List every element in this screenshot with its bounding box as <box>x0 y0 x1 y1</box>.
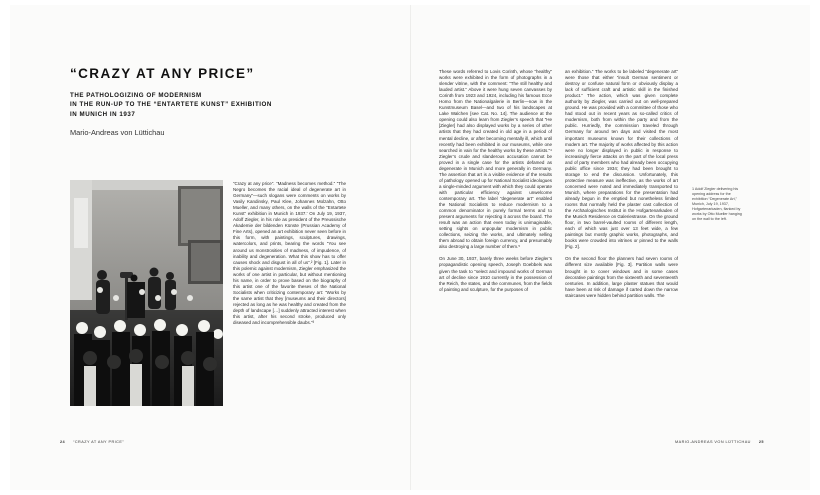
crowd-at-lectern-photo <box>70 180 223 406</box>
chapter-title: “CRAZY AT ANY PRICE” <box>70 66 255 81</box>
running-head-right: MARIO-ANDREAS VON LÜTTICHAU <box>675 440 751 444</box>
footer-right <box>675 440 772 444</box>
page-number-right: 25 <box>758 440 764 444</box>
figure-caption: 1 Adolf Ziegler delivering his opening address for the exhibition “Degenerate Art,” Munich, July 19, 1937, Hofgartenarkaden, flanked by works by Otto Mueller hanging on the wall to the left. <box>692 187 742 221</box>
page-number-left: 24 <box>60 440 66 444</box>
subtitle-line: THE PATHOLOGIZING OF MODERNISM <box>70 92 202 99</box>
subtitle-line: IN THE RUN-UP TO THE “ENTARTETE KUNST” EXHIBITION <box>70 101 272 109</box>
paragraph: “Crazy at any price”. “Madness becomes method.” “The Negro becomes the racial ideal of degenerate art in Germany”—such slogans were comments on works by Vasily Kandinsky, Paul Klee, Johannes Molzahn, Otto Mueller, and many others, on the walls of the “Entartete Kunst” exhibition in Munich in 1937.' On July 19, 1937, Adolf Ziegler, in his role as president of the Preussische Akademie der bildenden Künste (Prussian Academy of Fine Arts), opened an art exhibition never seen before in this form, with paintings, sculptures, drawings, watercolors, and prints, bearing the words “You see around us monstrosities of madness, of impudence, of inability and degeneration. What this show has to offer causes shock and disgust in all of us”.² [Fig. 1]. Later in this polemic against modernism, Ziegler emphasized the works of one artist in particular, but without mentioning his name, in order to prove based on the biography of this artist one of the favorite theses of the National Socialists when criticizing contemporary art: “Works by the same artist that they [museums and their directors] rejected as long as he was healthy and created from the depth of landscape […] suddenly attracted interest when this artist, after his second stroke, produced only diseased and incomprehensible daubs.”³ <box>233 181 346 326</box>
paragraph: On June 30, 1937, barely three weeks before Ziegler’s propagandistic opening speech, Joseph Goebbels was given the task to “select and impound works of German art of decline since 1910 currently in the possession of the Reich, the states, and the communes, from the fields of painting and sculpture, for the purposes of <box>439 256 552 292</box>
subtitle-line: IN MUNICH IN 1937 <box>70 110 136 118</box>
chapter-subtitle <box>70 91 370 119</box>
paragraph: an exhibition.” The works to be labeled “degenerate art” were those that either “insult German sentiment or destroy or confuse natural form or obviously display a lack of sufficient craft and artistic skill in the finished product.” The action, which was given complete authority by Ziegler, was carried out on well-prepared ground. He was provided with a committee of those who had stood out in recent years as so-called critics of modernism, both from within the party and from the public. Hurriedly, the commission traveled through Germany for around ten days and visited the most important museums known for their collections of modern art. The majority of works affected by this action were no longer displayed in public in response to increasingly fierce attacks on the part of the local press and of party members who had already been occupying public office since 1934; they had been brought to storage to end the discussion. Unfortunately, this protective measure was ineffective, as the works of art concerned were noted and immediately transported to Munich, where preparations for the presentation had already begun in the emptied but nonetheless limited rooms that normally held the plaster cast collection of the Archäologisches Institut in the Hofgartenarkaden of the Munich Residence on Galeriestrasse. On the ground floor, in two barrel-vaulted rooms of different length, each of which was just over 13 feet wide, a few paintings but mostly graphic works, photographs, and books were crowded into vitrines or pinned to the walls [Fig. 2]. <box>565 69 678 250</box>
body-text-column-3 <box>565 69 678 411</box>
running-head-left: “CRAZY AT ANY PRICE” <box>73 440 125 444</box>
paragraph: These words referred to Lovis Corinth, whose “healthy” works were exhibited in the form of photographs in a slender vitrine, with the comment: “The still healthy and lauded artist.” Above it were hung seven canvasses by Corinth from 1923 and 1924, including his famous Ecce Homo from the Nationalgalerie in Berlin—now in the Kunstmuseum Basel—and two of his landscapes at Lake Walchen [see Cat. No. 14]. The audience at the opening could also learn from Ziegler’s speech that “He [Ziegler] had also displayed works by a series of other artists that they had created in old age in a period of mental decline, or after becoming mentally ill, which until recently had been exhibited in our museums, while one searched in vain for the healthy works by these artists.”⁴ Ziegler’s crude and slanderous accusation cannot be proved in a single case for the artists defamed as degenerate in Munich and more generally in Germany. The assertion that art is a visible evidence of the results of pathology opened up for National Socialist ideologues a single-minded argument with which they could operate with particular efficiency against unwelcome contemporary art. The label “degenerate art” enabled the National Socialists to reduce modernism to a common denominator in purely formal terms and to present arguments for rejecting it across the board. The result was an action that even today is unimaginable, setting sights on unpopular modernism in public collections, seizing the works, and ultimately selling them abroad to obtain foreign currency, and presumably also destroying a large number of them.⁵ <box>439 69 552 250</box>
paragraph: On the second floor the planners had seven rooms of different size available [Fig. 3]. Partition walls were brought in to cover windows and in some cases decorative paintings from the sixteenth and seventeenth centuries. In addition, large plaster statues that would have been at risk of damage if carted down the narrow staircases were hidden behind partition walls. The <box>565 256 678 298</box>
body-text-column-2 <box>439 69 552 411</box>
body-text-column-1 <box>233 181 346 411</box>
footer-left <box>52 440 124 444</box>
author-name: Mario-Andreas von Lüttichau <box>70 128 165 137</box>
book-gutter <box>410 5 411 490</box>
